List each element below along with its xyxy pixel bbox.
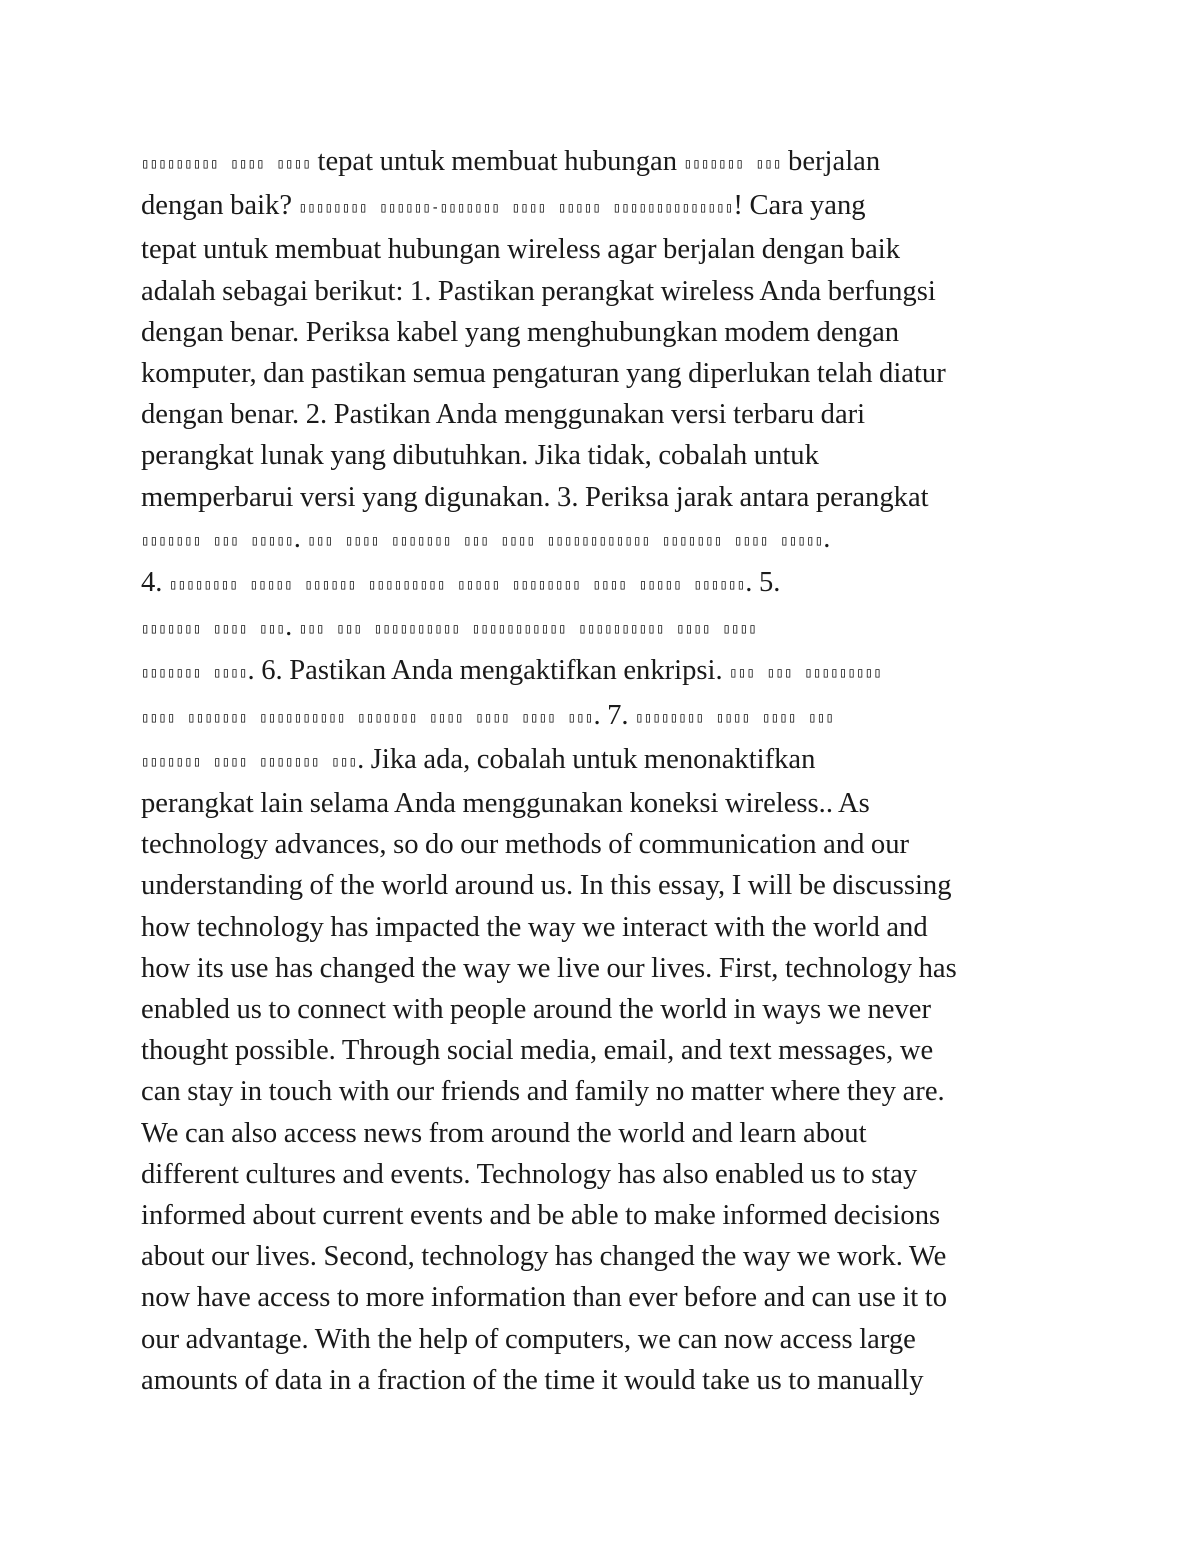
- text-line: [141, 907, 1056, 948]
- text-line: [141, 1277, 1056, 1318]
- text-run: . 6. Pastikan Anda mengaktifkan enkripsi.: [247, 655, 730, 687]
- missing-glyph-run: ▯▯▯▯▯▯▯ ▯▯▯▯ ▯▯▯▯▯▯▯ ▯▯▯: [141, 753, 358, 770]
- text-line: [141, 695, 1056, 739]
- text-line: [141, 1154, 1056, 1195]
- text-run: tepat untuk membuat hubungan: [310, 146, 684, 177]
- text-run: thought possible. Through social media, email, and text messages, we: [141, 1035, 934, 1067]
- text-run: about our lives. Second, technology has changed the way we work. We: [141, 1241, 947, 1273]
- text-line: [141, 824, 1056, 865]
- text-line: [141, 271, 1056, 312]
- text-run: perangkat lain selama Anda menggunakan koneksi wireless.. As: [141, 788, 870, 820]
- text-line: [141, 783, 1056, 824]
- text-line: [141, 229, 1056, 270]
- text-line: [141, 1319, 1056, 1360]
- text-run: tepat untuk membuat hubungan wireless agar berjalan dengan baik: [141, 234, 901, 266]
- text-line: [141, 1195, 1056, 1236]
- text-run: how technology has impacted the way we interact with the world and: [141, 911, 928, 943]
- text-run: understanding of the world around us. In this essay, I will be discussing: [141, 870, 952, 902]
- text-line: [141, 1113, 1056, 1154]
- missing-glyph-run: ▯▯▯▯▯▯▯▯▯ ▯▯▯▯ ▯▯▯▯: [141, 156, 311, 172]
- text-run: now have access to more information than ever before and can use it to: [141, 1282, 948, 1314]
- missing-glyph-run: ▯▯▯ ▯▯▯ ▯▯▯▯▯▯▯▯▯: [729, 665, 882, 682]
- text-run: perangkat lunak yang dibutuhkan. Jika tidak, cobalah untuk: [141, 440, 819, 472]
- text-line: [141, 518, 1056, 562]
- text-run: can stay in touch with our friends and family no matter where they are.: [141, 1076, 945, 1108]
- missing-glyph-run: ▯▯▯ ▯▯▯▯ ▯▯▯▯▯▯▯ ▯▯▯ ▯▯▯▯ ▯▯▯▯▯▯▯▯▯▯▯▯ ▯▯▯▯▯▯▯ ▯▯▯▯ ▯▯▯▯▯: [307, 532, 824, 549]
- text-line: [141, 650, 1056, 694]
- text-line: [141, 312, 1056, 353]
- text-run: amounts of data in a fraction of the time it would take us to manually: [141, 1364, 924, 1396]
- text-run: different cultures and events. Technology has also enabled us to stay: [141, 1158, 918, 1190]
- text-run: .: [285, 611, 299, 643]
- text-line: [141, 141, 1056, 185]
- text-run: 4.: [141, 567, 169, 599]
- missing-glyph-run: ▯▯▯▯▯▯▯ ▯▯▯▯ ▯▯▯: [141, 621, 286, 638]
- text-run: our advantage. With the help of computers, we can now access large: [141, 1323, 916, 1355]
- missing-glyph-run: ▯▯▯▯▯▯▯ ▯▯▯: [683, 156, 782, 172]
- essay-body: [141, 141, 1056, 1401]
- text-run: .: [293, 522, 308, 554]
- text-run: komputer, dan pastikan semua pengaturan yang diperlukan telah diatur: [141, 358, 946, 390]
- text-line: [141, 865, 1056, 906]
- text-line: [141, 948, 1056, 989]
- text-line: [141, 185, 1056, 229]
- text-run: adalah sebagai berikut: 1. Pastikan perangkat wireless Anda berfungsi: [141, 275, 936, 307]
- text-run: enabled us to connect with people around the world in ways we never: [141, 994, 932, 1026]
- text-run: .: [823, 522, 831, 554]
- text-line: [141, 739, 1056, 783]
- text-line: [141, 1236, 1056, 1277]
- missing-glyph-run: ▯▯▯ ▯▯▯ ▯▯▯▯▯▯▯▯▯▯ ▯▯▯▯▯▯▯▯▯▯▯ ▯▯▯▯▯▯▯▯▯▯ ▯▯▯▯ ▯▯▯▯: [298, 621, 757, 638]
- text-line: [141, 606, 1056, 650]
- text-run: technology advances, so do our methods of communication and our: [141, 829, 910, 861]
- text-run: We can also access news from around the world and learn about: [141, 1117, 867, 1149]
- text-line: [141, 394, 1056, 435]
- missing-glyph-run: ▯▯▯▯ ▯▯▯▯▯▯▯ ▯▯▯▯▯▯▯▯▯▯ ▯▯▯▯▯▯▯ ▯▯▯▯ ▯▯▯▯ ▯▯▯▯ ▯▯▯: [141, 709, 594, 726]
- missing-glyph-run: ▯▯▯▯▯▯▯▯ ▯▯▯▯ ▯▯▯▯ ▯▯▯: [635, 709, 834, 726]
- missing-glyph-run: ▯▯▯▯▯▯▯ ▯▯▯ ▯▯▯▯▯: [141, 532, 294, 549]
- text-run: . Jika ada, cobalah untuk menonaktifkan: [357, 743, 816, 775]
- text-run: dengan baik?: [141, 190, 299, 222]
- text-line: [141, 1360, 1056, 1401]
- text-run: ! Cara yang: [733, 190, 866, 222]
- missing-glyph-run: ▯▯▯▯▯▯▯▯ ▯▯▯▯▯ ▯▯▯▯▯▯ ▯▯▯▯▯▯▯▯▯ ▯▯▯▯▯ ▯▯▯▯▯▯▯▯ ▯▯▯▯ ▯▯▯▯▯ ▯▯▯▯▯▯: [169, 577, 746, 594]
- text-line: [141, 989, 1056, 1030]
- text-line: [141, 435, 1056, 476]
- text-run: memperbarui versi yang digunakan. 3. Periksa jarak antara perangkat: [141, 481, 929, 513]
- text-line: [141, 477, 1056, 518]
- text-line: [141, 1071, 1056, 1112]
- text-run: berjalan: [781, 146, 881, 177]
- text-run: dengan benar. 2. Pastikan Anda menggunakan versi terbaru dari: [141, 399, 866, 431]
- missing-glyph-run: ▯▯▯▯▯▯▯ ▯▯▯▯: [141, 665, 248, 682]
- text-run: dengan benar. Periksa kabel yang menghubungkan modem dengan: [141, 316, 900, 348]
- text-run: . 5.: [745, 567, 781, 599]
- text-line: [141, 1030, 1056, 1071]
- text-line: [141, 562, 1056, 606]
- text-run: informed about current events and be able to make informed decisions: [141, 1200, 941, 1232]
- text-run: how its use has changed the way we live our lives. First, technology has: [141, 952, 957, 984]
- text-run: . 7.: [593, 699, 636, 731]
- text-line: [141, 353, 1056, 394]
- missing-glyph-run: ▯▯▯▯▯▯▯▯ ▯▯▯▯▯▯-▯▯▯▯▯▯▯ ▯▯▯▯ ▯▯▯▯▯ ▯▯▯▯▯▯▯▯▯▯▯▯▯▯: [298, 200, 734, 217]
